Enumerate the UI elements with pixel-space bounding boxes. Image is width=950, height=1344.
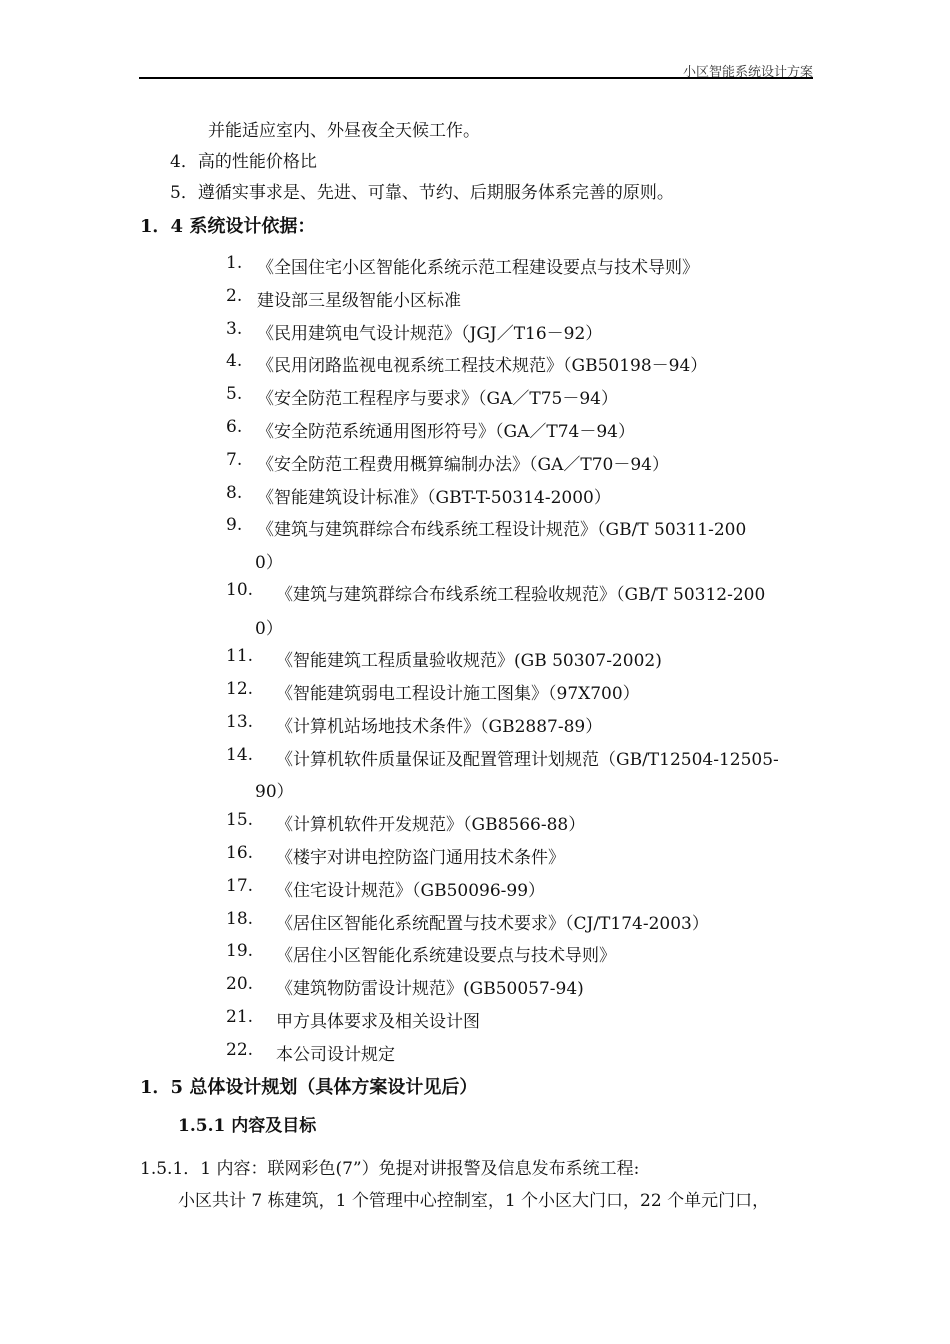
reference-item-text: 《智能建筑工程质量验收规范》(GB 50307-2002) <box>276 651 662 671</box>
reference-item-number: 13. <box>226 712 254 732</box>
reference-item-text: 《智能建筑设计标准》（GBT-T-50314-2000） <box>257 488 611 508</box>
reference-item-number: 15. <box>226 810 254 830</box>
content-line: 小区共计 7 栋建筑，1 个管理中心控制室，1 个小区大门口，22 个单元门口， <box>178 1191 770 1211</box>
reference-item-number: 7. <box>226 450 243 470</box>
reference-item-number: 21. <box>226 1007 254 1027</box>
reference-item-continuation: 0） <box>255 619 283 639</box>
reference-item-text: 《建筑与建筑群综合布线系统工程验收规范》（GB/T 50312-200 <box>276 585 766 605</box>
reference-item-number: 8. <box>226 483 243 503</box>
reference-item-number: 12. <box>226 679 254 699</box>
reference-item-text: 《建筑与建筑群综合布线系统工程设计规范》（GB/T 50311-200 <box>257 520 747 540</box>
reference-item-number: 10. <box>226 580 254 600</box>
reference-item-text: 《住宅设计规范》（GB50096-99） <box>276 881 546 901</box>
reference-item-text: 《安全防范工程费用概算编制办法》（GA／T70－94） <box>257 455 669 475</box>
reference-item-number: 3. <box>226 319 243 339</box>
reference-item-continuation: 90） <box>255 782 294 802</box>
reference-item-text: 《民用建筑电气设计规范》（JGJ／T16－92） <box>257 324 603 344</box>
running-header: 小区智能系统设计方案 <box>682 65 813 80</box>
reference-item-text: 甲方具体要求及相关设计图 <box>276 1012 480 1032</box>
content-label: 1.5.1．1 内容：联网彩色(7”）免提对讲报警及信息发布系统工程: <box>140 1159 640 1179</box>
reference-item-text: 本公司设计规定 <box>276 1045 395 1065</box>
header-rule <box>139 77 813 79</box>
reference-item-number: 19. <box>226 941 254 961</box>
reference-item-number: 22. <box>226 1040 254 1060</box>
reference-item-text: 《安全防范工程程序与要求》（GA／T75－94） <box>257 389 618 409</box>
intro-line: 并能适应室内、外昼夜全天候工作。 <box>208 121 480 141</box>
reference-item-text: 《计算机站场地技术条件》（GB2887-89） <box>276 717 603 737</box>
reference-item-text: 《居住小区智能化系统建设要点与技术导则》 <box>276 946 616 966</box>
reference-item-number: 5. <box>226 384 243 404</box>
reference-item-text: 《全国住宅小区智能化系统示范工程建设要点与技术导则》 <box>257 258 699 278</box>
reference-item-text: 《计算机软件质量保证及配置管理计划规范（GB/T12504-12505- <box>276 750 779 770</box>
principle-4: 4．高的性能价格比 <box>170 152 317 172</box>
section-1-5-heading: 1．5 总体设计规划（具体方案设计见后） <box>140 1077 478 1098</box>
reference-item-text: 《安全防范系统通用图形符号》（GA／T74－94） <box>257 422 635 442</box>
reference-item-number: 11. <box>226 646 254 666</box>
section-1-4-heading: 1．4 系统设计依据： <box>140 216 316 237</box>
reference-item-number: 4. <box>226 351 243 371</box>
reference-item-text: 建设部三星级智能小区标准 <box>257 291 461 311</box>
principle-5: 5．遵循实事求是、先进、可靠、节约、后期服务体系完善的原则。 <box>170 183 674 203</box>
reference-item-text: 《民用闭路监视电视系统工程技术规范》（GB50198－94） <box>257 356 708 376</box>
reference-item-text: 《建筑物防雷设计规范》(GB50057-94) <box>276 979 584 999</box>
reference-item-number: 6. <box>226 417 243 437</box>
reference-item-number: 20. <box>226 974 254 994</box>
reference-item-number: 14. <box>226 745 254 765</box>
reference-item-text: 《智能建筑弱电工程设计施工图集》（97X700） <box>276 684 640 704</box>
section-1-5-1-heading: 1.5.1 内容及目标 <box>178 1116 317 1136</box>
reference-item-number: 1. <box>226 253 243 273</box>
reference-item-number: 2. <box>226 286 243 306</box>
reference-item-number: 18. <box>226 909 254 929</box>
reference-item-text: 《楼宇对讲电控防盗门通用技术条件》 <box>276 848 565 868</box>
reference-item-number: 9. <box>226 515 243 535</box>
reference-item-text: 《计算机软件开发规范》（GB8566-88） <box>276 815 586 835</box>
reference-item-continuation: 0） <box>255 553 283 573</box>
reference-item-number: 17. <box>226 876 254 896</box>
reference-item-number: 16. <box>226 843 254 863</box>
reference-item-text: 《居住区智能化系统配置与技术要求》（CJ/T174-2003） <box>276 914 709 934</box>
